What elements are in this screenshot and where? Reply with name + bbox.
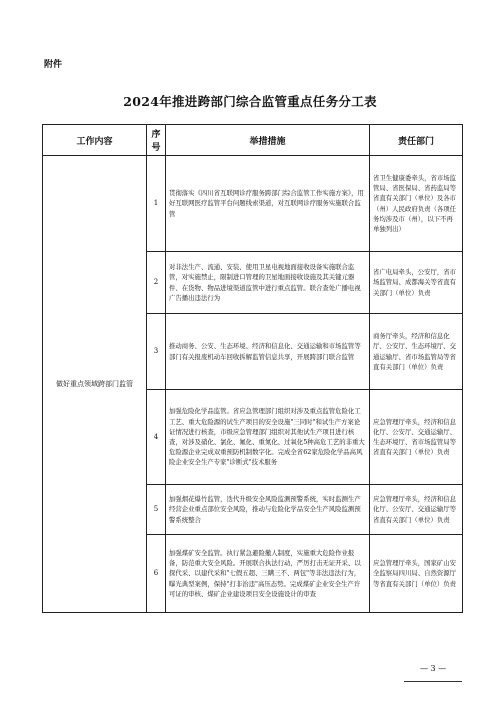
measure-cell: 加强煤矿安全监管。执行紧急避险撤人制度，实施重大危险作业报备，防范重大安全风险。开展联合执法行动，严厉打击无证开采、以探代采、以建代采和"七假五超、三瞒三不、两包"等非法违法行为，曝光典型案例，保持"打非治违"高压态势。完成煤矿企业安全生产许可证的审核、煤矿企业建设项目安全设施设计的审查 (166, 535, 370, 613)
measure-cell: 加强危险化学品监管。省应急管理部门组织对涉及重点监管危险化工工艺、重大危险源的试生产项目的安全设施"三同时"和试生产方案论证情况进行核查，市级应急管理部门组织对其他试生产项目进行核查，对涉及硝化、氯化、氟化、重氮化、过氧化5种高危工艺的非重大危险源企业完成双重预防机制数字化。完成全省62家危险化学品高风险企业安全生产专家"诊断式"技术服务 (166, 390, 370, 485)
seq-cell: 6 (147, 535, 166, 613)
table-header-row (43, 125, 463, 156)
dept-cell: 应急管理厅牵头，经济和信息化厅、公安厅、交通运输厅等省直有关部门（单位）负责 (370, 485, 463, 535)
seq-cell: 4 (147, 390, 166, 485)
measure-cell: 推动商务、公安、生态环境、经济和信息化、交通运输和市场监管等部门有关报废机动车回收拆解监管信息共享，开展跨部门联合监管 (166, 314, 370, 390)
measure-cell: 对非法生产、流通、安装、使用卫星电视地面接收设备实施联合监管，对实施禁止，限制进口管理的卫星地面接收设施及其关键元器件、在货物、物品进境渠道监管中进行重点监管。联合查处广播电视广告播出违法行为 (166, 252, 370, 314)
seq-cell: 5 (147, 485, 166, 535)
footer-divider (404, 681, 462, 682)
page-number: — 3 — (420, 664, 447, 673)
seq-cell: 1 (147, 156, 166, 252)
task-table (42, 124, 463, 613)
document-title: 2024年推进跨部门综合监管重点任务分工表 (123, 94, 377, 109)
dept-cell: 应急管理厅牵头，国家矿山安全监察局四川局、自然资源厅等省直有关部门（单位）负责 (370, 535, 463, 613)
dept-cell: 省卫生健康委牵头，省市场监管局、省医保局、省药监局等省直有关部门（单位）及各市（州）人民政府负责（各项任务均涉及市（州），以下不再单独列出） (370, 156, 463, 252)
header-dept: 责任部门 (370, 125, 463, 156)
work-content-cell: 做好重点领域跨部门监管 (43, 156, 147, 613)
header-measure: 举措措施 (166, 125, 370, 156)
attachment-label: 附件 (44, 60, 63, 70)
dept-cell: 应急管理厅牵头，经济和信息化厅、公安厅、交通运输厅、生态环境厅、省市场监管局等省直有关部门（单位）负责 (370, 390, 463, 485)
measure-cell: 贯彻落实《四川省互联网诊疗服务跨部门综合监管工作实施方案》，用好互联网医疗监管平台问题线索渠道，对互联网诊疗服务实施联合监管 (166, 156, 370, 252)
seq-cell: 3 (147, 314, 166, 390)
dept-cell: 省广电局牵头，公安厅，省市场监管局、成都海关等省直有关部门（单位）负责 (370, 252, 463, 314)
table-row (43, 156, 463, 252)
header-work-content: 工作内容 (43, 125, 147, 156)
seq-cell: 2 (147, 252, 166, 314)
dept-cell: 商务厅牵头，经济和信息化厅、公安厅、生态环境厅、交通运输厅、省市场监管局等省直有关部门（单位）负责 (370, 314, 463, 390)
measure-cell: 加强烟花爆竹监管，迭代升级安全风险监测预警系统，实时监测生产经营企业重点部位安全风险，推动与危险化学品安全生产风险监测预警系统整合 (166, 485, 370, 535)
header-seq: 序号 (147, 125, 166, 156)
